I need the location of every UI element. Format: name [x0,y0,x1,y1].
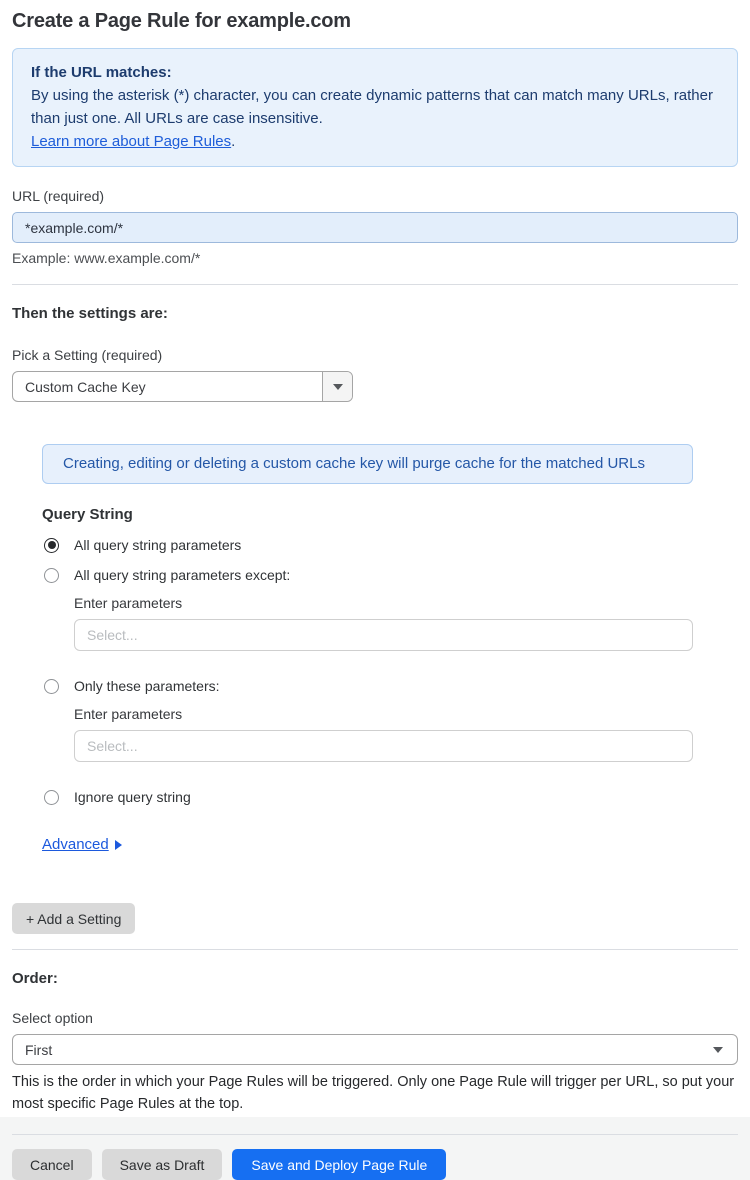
setting-dropdown-arrow-button[interactable] [322,372,352,401]
radio-label-all-params[interactable]: All query string parameters [74,537,242,553]
info-box-link-line [31,130,719,153]
divider [12,949,738,950]
chevron-down-icon [713,1047,723,1053]
radio-only-these[interactable] [44,679,59,694]
parameters-input-except[interactable] [74,619,693,651]
order-select-value: First [25,1041,53,1058]
pick-setting-label: Pick a Setting (required) [12,347,163,363]
cache-purge-notice: Creating, editing or deleting a custom cache key will purge cache for the matched URLs [42,444,693,484]
info-link-period: . [231,133,236,150]
url-label: URL (required) [12,188,105,204]
save-as-draft-button[interactable]: Save as Draft [102,1149,223,1180]
enter-parameters-label-except: Enter parameters [74,595,183,611]
order-select[interactable] [12,1034,738,1065]
radio-ignore-query-string[interactable] [44,790,59,805]
radio-label-all-params-except[interactable]: All query string parameters except: [74,567,291,583]
radio-row-only-these[interactable] [44,678,738,694]
radio-label-only-these[interactable]: Only these parameters: [74,678,220,694]
radio-label-ignore-query-string[interactable]: Ignore query string [74,789,191,805]
advanced-link-text: Advanced [42,836,109,853]
advanced-link[interactable] [42,836,122,853]
enter-parameters-label-only: Enter parameters [74,706,183,722]
chevron-right-icon [115,840,122,850]
order-select-label: Select option [12,1010,93,1026]
divider [12,284,738,285]
radio-all-params-except[interactable] [44,568,59,583]
learn-more-page-rules-link[interactable]: Learn more about Page Rules [31,133,232,150]
setting-dropdown-value: Custom Cache Key [25,378,146,395]
page-title: Create a Page Rule for example.com [12,10,351,32]
url-example-text: Example: www.example.com/* [12,250,201,266]
parameters-input-only[interactable] [74,730,693,762]
order-help-text: This is the order in which your Page Rules will be triggered. Only one Page Rule will trigger per URL, so put your most specific Page Rules at the top. [12,1074,735,1112]
chevron-down-icon [333,384,343,390]
info-box-body: By using the asterisk (*) character, you can create dynamic patterns that can match many URLs, rather than just one. All URLs are case insensitive. [31,87,713,127]
radio-row-all-params-except[interactable] [44,567,738,583]
add-setting-button[interactable]: + Add a Setting [12,903,135,934]
settings-section-heading: Then the settings are: [12,305,168,322]
info-box-heading: If the URL matches: [31,64,172,81]
cancel-button[interactable]: Cancel [12,1149,92,1180]
setting-dropdown[interactable] [12,371,353,402]
query-string-heading: Query String [42,506,133,523]
footer-actions [12,1149,738,1180]
divider [12,1134,738,1135]
radio-all-params[interactable] [44,538,59,553]
url-input[interactable] [12,212,738,243]
radio-row-ignore-query-string[interactable] [44,789,738,805]
url-match-info-box [12,48,738,167]
save-and-deploy-button[interactable]: Save and Deploy Page Rule [232,1149,446,1180]
radio-row-all-params[interactable] [44,537,738,553]
order-section-heading: Order: [12,970,58,987]
